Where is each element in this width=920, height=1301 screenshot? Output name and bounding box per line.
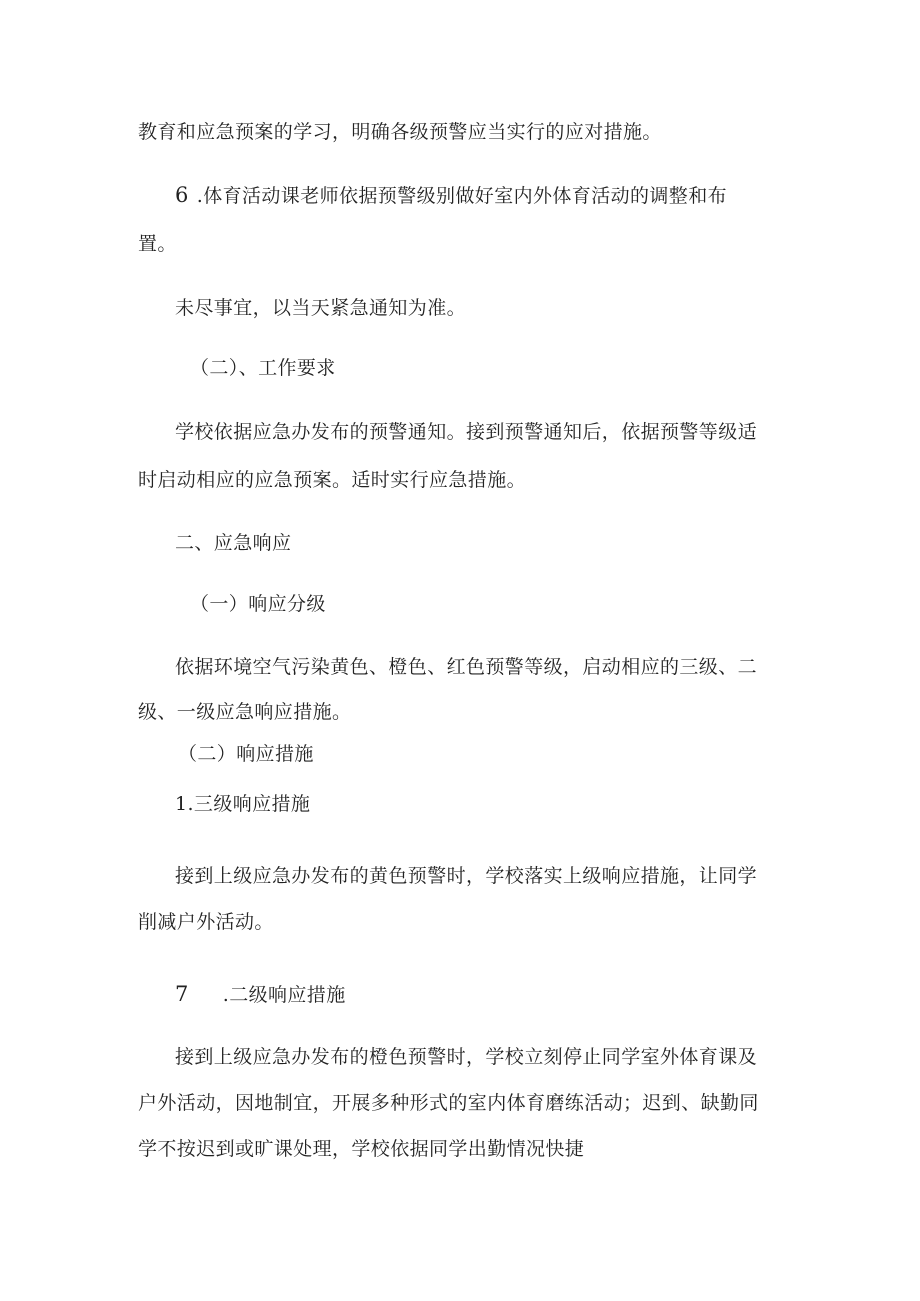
section-heading: （二）、工作要求 bbox=[190, 357, 336, 379]
paragraph-line: 接到上级应急办发布的橙色预警时，学校立刻停止同学室外体育课及 bbox=[175, 1046, 758, 1068]
section-heading: 二、应急响应 bbox=[175, 532, 292, 554]
section-heading: .二级响应措施 bbox=[222, 984, 346, 1006]
paragraph-line: 削减户外活动。 bbox=[138, 911, 274, 933]
paragraph-line: 未尽事宜，以当天紧急通知为准。 bbox=[175, 297, 467, 319]
paragraph-line: 置。 bbox=[138, 233, 177, 255]
paragraph-line: 学校依据应急办发布的预警通知。接到预警通知后，依据预警等级适 bbox=[175, 421, 758, 443]
paragraph-line: 级、一级应急响应措施。 bbox=[138, 701, 352, 723]
paragraph-line: 户外活动，因地制宜，开展多种形式的室内体育磨练活动；迟到、缺勤同 bbox=[138, 1092, 759, 1114]
paragraph-line: 学不按迟到或旷课处理，学校依据同学出勤情况快捷 bbox=[138, 1138, 585, 1160]
paragraph-line: 接到上级应急办发布的黄色预警时，学校落实上级响应措施，让同学 bbox=[175, 865, 758, 887]
paragraph-line: 依据环境空气污染黄色、橙色、红色预警等级，启动相应的三级、二 bbox=[175, 656, 758, 678]
item-number: 6 bbox=[175, 183, 189, 207]
paragraph-line: .体育活动课老师依据预警级别做好室内外体育活动的调整和布 bbox=[196, 185, 728, 207]
section-heading: （一）响应分级 bbox=[190, 593, 326, 615]
section-heading: 1.三级响应措施 bbox=[175, 793, 311, 815]
section-heading: （二）响应措施 bbox=[178, 743, 314, 765]
item-number: 7 bbox=[175, 982, 189, 1006]
paragraph-line: 教育和应急预案的学习，明确各级预警应当实行的应对措施。 bbox=[138, 121, 662, 143]
list-item-7 bbox=[175, 983, 346, 1006]
list-item-6 bbox=[175, 184, 727, 207]
paragraph-line: 时启动相应的应急预案。适时实行应急措施。 bbox=[138, 469, 527, 491]
